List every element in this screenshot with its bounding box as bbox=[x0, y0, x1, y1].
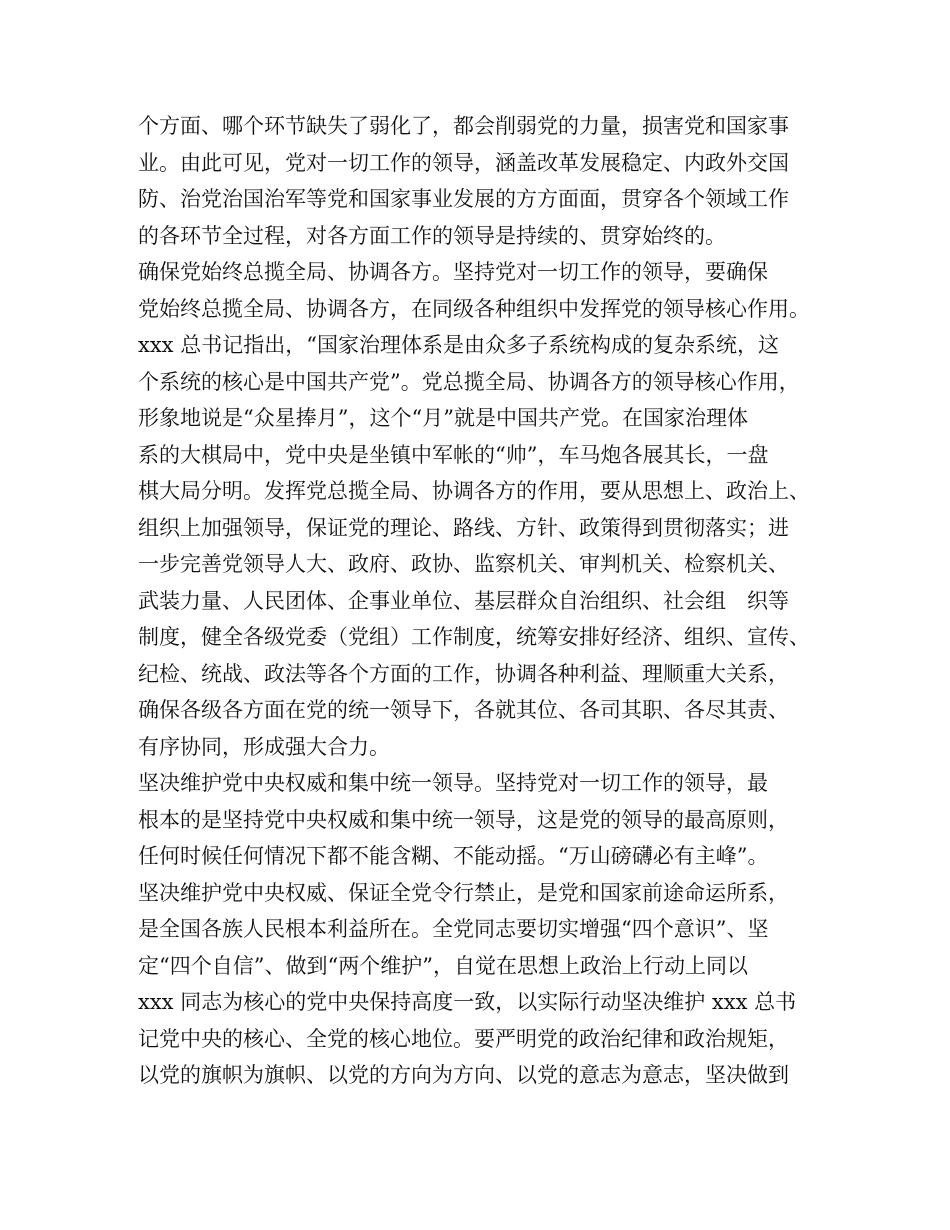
text-line: 个方面、哪个环节缺失了弱化了，都会削弱党的力量，损害党和国家事 bbox=[138, 114, 789, 138]
text-line: 业。由此可见，党对一切工作的领导，涵盖改革发展稳定、内政外交国 bbox=[138, 150, 789, 175]
text-line: 任何时候任何情况下都不能含糊、不能动摇。“万山磅礴必有主峰”。 bbox=[138, 844, 769, 868]
text-line: 防、治党治国治军等党和国家事业发展的方方面面，贯穿各个领域工作 bbox=[138, 187, 789, 211]
text-line: 坚决维护党中央权威和集中统一领导。坚持党对一切工作的领导，最 bbox=[138, 771, 768, 795]
text-line: 有序协同，形成强大合力。 bbox=[138, 734, 390, 759]
text-line: 制度，健全各级党委（党组）工作制度，统筹安排好经济、组织、宣传、 bbox=[138, 625, 810, 649]
text-line: 党始终总揽全局、协调各方，在同级各种组织中发挥党的领导核心作用。 bbox=[138, 296, 810, 321]
text-line: 以党的旗帜为旗帜、以党的方向为方向、以党的意志为意志，坚决做到 bbox=[138, 1063, 789, 1087]
text-line: 定“四个自信”、做到“两个维护”，自觉在思想上政治上行动上同以 bbox=[138, 953, 748, 978]
document-body bbox=[138, 108, 838, 1094]
text-line: 的各环节全过程，对各方面工作的领导是持续的、贯穿始终的。 bbox=[138, 223, 726, 248]
text-line: xxx 同志为核心的党中央保持高度一致，以实际行动坚决维护 xxx 总书 bbox=[138, 990, 797, 1014]
text-line: 是全国各族人民根本利益所在。全党同志要切实增强“四个意识”、坚 bbox=[138, 917, 769, 941]
text-line: 武装力量、人民团体、企事业单位、基层群众自治组织、社会组 织等 bbox=[138, 588, 789, 613]
text-line: 个系统的核心是中国共产党”。党总揽全局、协调各方的领导核心作用， bbox=[138, 369, 800, 394]
text-line: 形象地说是“众星捧月”，这个“月”就是中国共产党。在国家治理体 bbox=[138, 406, 748, 430]
text-line: 一步完善党领导人大、政府、政协、监察机关、审判机关、检察机关、 bbox=[138, 552, 789, 576]
text-line: 记党中央的核心、全党的核心地位。要严明党的政治纪律和政治规矩， bbox=[138, 1026, 789, 1051]
text-line: 根本的是坚持党中央权威和集中统一领导，这是党的领导的最高原则， bbox=[138, 807, 789, 832]
text-line: xxx 总书记指出，“国家治理体系是由众多子系统构成的复杂系统，这 bbox=[138, 333, 779, 357]
text-line: 系的大棋局中，党中央是坐镇中军帐的“帅”，车马炮各展其长，一盘 bbox=[138, 442, 769, 467]
text-line: 确保各级各方面在党的统一领导下，各就其位、各司其职、各尽其责、 bbox=[138, 698, 789, 722]
text-line: 组织上加强领导，保证党的理论、路线、方针、政策得到贯彻落实；进 bbox=[138, 515, 789, 540]
text-line: 坚决维护党中央权威、保证全党令行禁止，是党和国家前途命运所系， bbox=[138, 880, 789, 905]
text-line: 纪检、统战、政法等各个方面的工作，协调各种利益、理顺重大关系， bbox=[138, 661, 789, 686]
text-line: 确保党始终总揽全局、协调各方。坚持党对一切工作的领导，要确保 bbox=[138, 260, 768, 284]
text-line: 棋大局分明。发挥党总揽全局、协调各方的作用，要从思想上、政治上、 bbox=[138, 479, 810, 503]
